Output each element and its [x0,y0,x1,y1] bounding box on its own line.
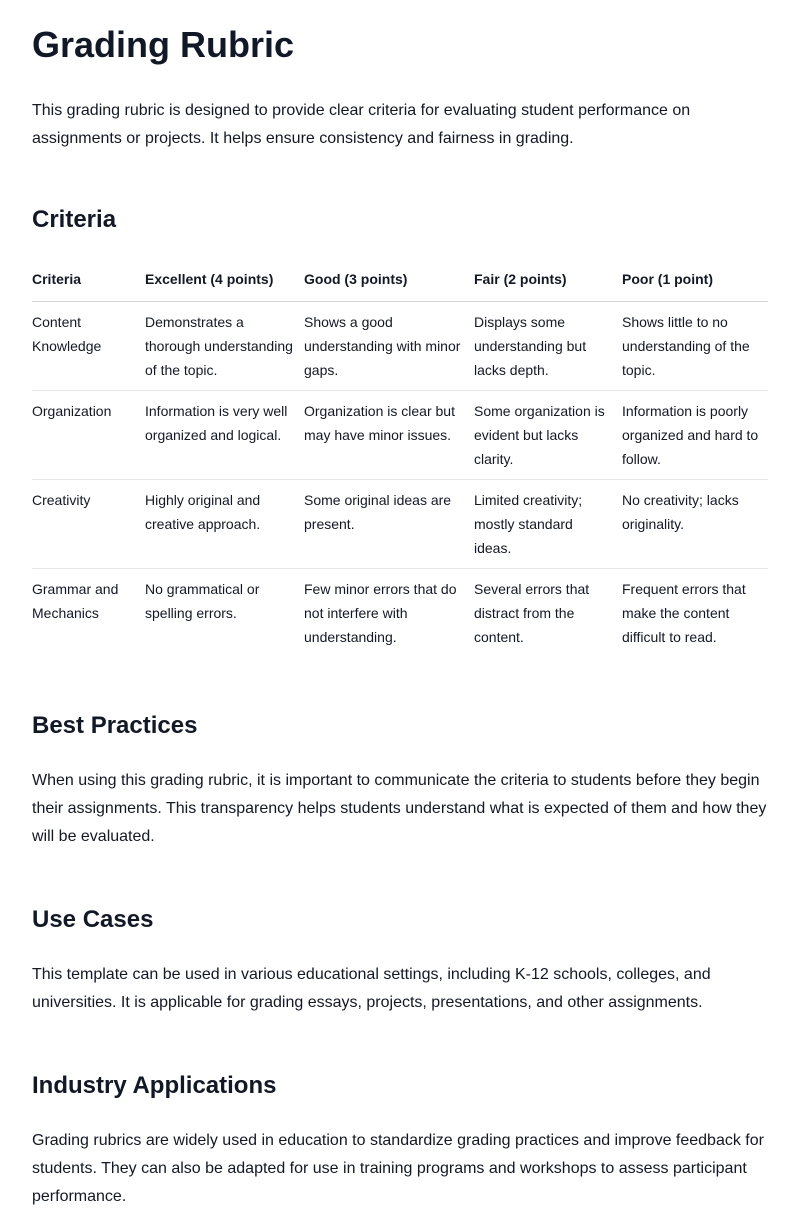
use-cases-section [32,905,768,1017]
table-cell: Shows a good understanding with minor gaps. [304,302,474,391]
table-cell: Few minor errors that do not interfere with understanding. [304,581,457,645]
best-practices-section [32,711,768,851]
best-practices-paragraph: When using this grading rubric, it is important to communicate the criteria to students before they begin their assignments. This transparency helps students understand what is expected of them and how they will be evaluated. [32,772,767,845]
table-header-row [32,263,768,302]
table-cell: No creativity; lacks originality. [622,480,768,569]
column-header-poor: Poor (1 point) [622,263,768,302]
rubric-table [32,263,768,657]
industry-applications-heading: Industry Applications [32,1072,277,1099]
table-cell: Organization is clear but may have minor issues. [304,391,474,480]
column-header-excellent: Excellent (4 points) [145,263,304,302]
industry-applications-paragraph: Grading rubrics are widely used in education to standardize grading practices and improve feedback for students. They can also be adapted for use in training programs and workshops to assess participant performance. [32,1132,764,1205]
table-cell: Creativity [32,480,145,569]
table-cell: Frequent errors that make the content difficult to read. [622,581,746,645]
table-cell: Shows little to no understanding of the topic. [622,302,768,391]
table-row [32,391,768,480]
table-row [32,302,768,391]
table-cell: Displays some understanding but lacks depth. [474,302,622,391]
criteria-heading: Criteria [32,206,117,233]
table-cell: Limited creativity; mostly standard ideas. [474,480,622,569]
table-cell: Information is very well organized and logical. [145,391,304,480]
table-cell: Grammar and Mechanics [32,581,119,621]
column-header-criteria: Criteria [32,263,145,302]
use-cases-paragraph: This template can be used in various educational settings, including K-12 schools, colleges, and universities. It is applicable for grading essays, projects, presentations, and other assignments. [32,966,711,1011]
table-row [32,569,768,658]
table-cell: Several errors that distract from the content. [474,581,590,645]
column-header-fair: Fair (2 points) [474,263,622,302]
table-cell: Content Knowledge [32,302,145,391]
use-cases-heading: Use Cases [32,906,154,933]
column-header-good: Good (3 points) [304,263,474,302]
table-row [32,480,768,569]
table-cell: Some original ideas are present. [304,480,474,569]
table-cell: Highly original and creative approach. [145,480,304,569]
best-practices-heading: Best Practices [32,712,198,739]
page-title: Grading Rubric [32,24,295,65]
table-cell: Organization [32,391,145,480]
intro-paragraph: This grading rubric is designed to provide clear criteria for evaluating student performance on assignments or projects. It helps ensure consistency and fairness in grading. [32,102,691,147]
table-cell: Demonstrates a thorough understanding of the topic. [145,302,304,391]
table-cell: Information is poorly organized and hard to follow. [622,391,768,480]
industry-applications-section [32,1071,768,1211]
table-cell: Some organization is evident but lacks clarity. [474,391,622,480]
table-cell: No grammatical or spelling errors. [145,581,260,621]
